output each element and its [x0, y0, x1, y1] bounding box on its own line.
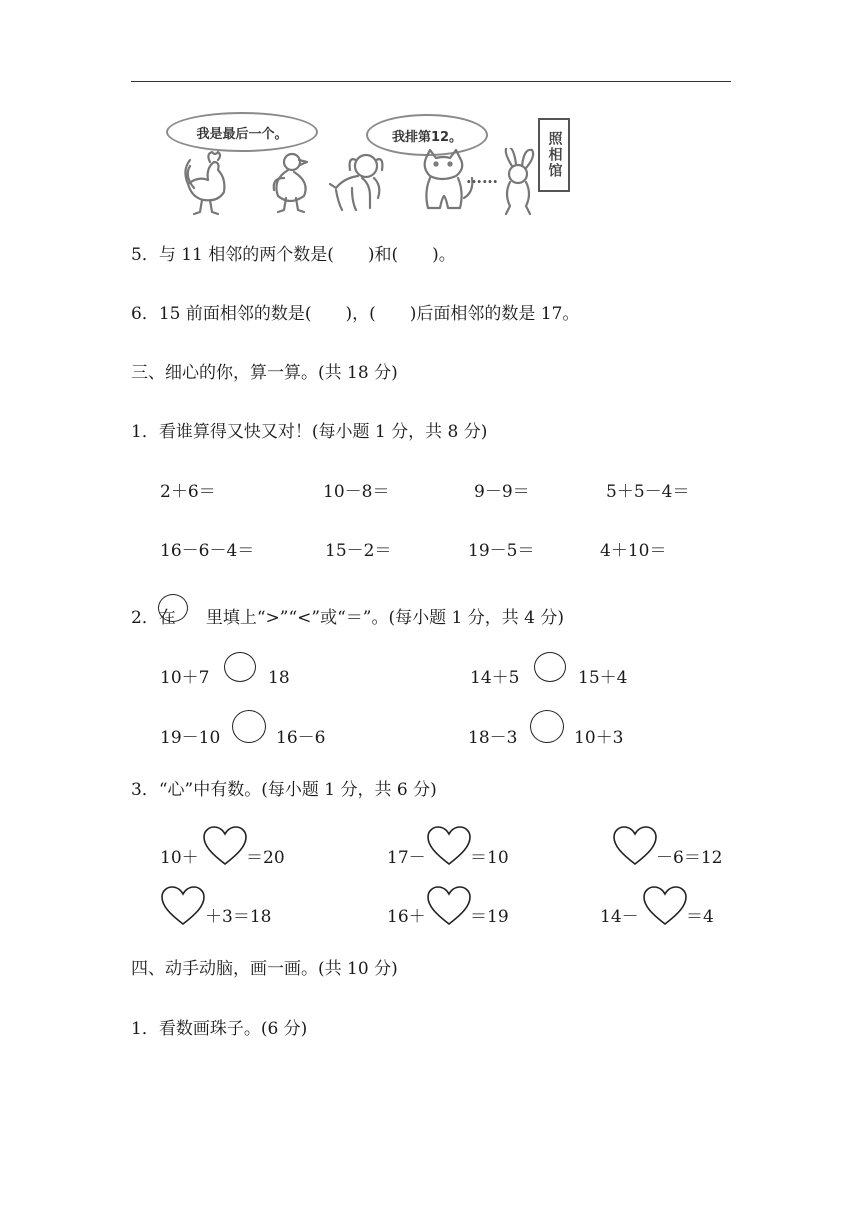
- compare-right: 18: [268, 668, 290, 688]
- section-4-heading: 四、动手动脑，画一画。(共 10 分): [131, 959, 398, 979]
- calc-item: 9－9＝: [474, 482, 530, 502]
- bubble-left-text: 我是最后一个。: [196, 126, 288, 142]
- heart-icon[interactable]: [426, 826, 472, 866]
- heart-eq-before: 10＋: [160, 848, 199, 868]
- heart-icon[interactable]: [202, 826, 248, 866]
- heart-icon[interactable]: [426, 886, 472, 926]
- calc-item: 19－5＝: [468, 541, 535, 561]
- compare-left: 14＋5: [470, 668, 520, 688]
- compare-circle-blank[interactable]: [224, 652, 256, 682]
- heart-eq-after: ＝20: [246, 848, 285, 868]
- heart-icon[interactable]: [160, 886, 206, 926]
- calc-item: 15－2＝: [325, 541, 392, 561]
- compare-right: 15＋4: [578, 668, 628, 688]
- bubble-right-text: 我排第12。: [391, 129, 463, 145]
- top-rule: [131, 81, 731, 82]
- ellipsis-dots: ……: [466, 168, 498, 187]
- rooster-icon: [185, 152, 224, 214]
- compare-left: 19－10: [160, 728, 221, 748]
- section-3-heading: 三、细心的你，算一算。(共 18 分): [131, 363, 398, 383]
- calc-item: 5＋5－4＝: [606, 482, 690, 502]
- dog-icon: [330, 155, 382, 210]
- heart-eq-after: －6＝12: [656, 848, 723, 868]
- circle-icon: [158, 594, 188, 622]
- heart-icon[interactable]: [612, 826, 658, 866]
- heart-eq-after: ＝10: [470, 848, 509, 868]
- section-3-part-3-title: 3．“心”中有数。(每小题 1 分，共 6 分): [131, 780, 437, 800]
- heart-eq-before: 14－: [600, 907, 639, 927]
- part-2-title-before: 2．在: [131, 608, 176, 628]
- question-5: 5．与 11 相邻的两个数是( )和( )。: [131, 245, 456, 265]
- section-3-part-2-title: [131, 607, 564, 629]
- calc-item: 2＋6＝: [160, 482, 216, 502]
- speech-bubble-left: [166, 112, 318, 152]
- heart-eq-after: ＝19: [470, 907, 509, 927]
- compare-right: 10＋3: [574, 728, 624, 748]
- animals-queue-drawing: [180, 148, 560, 216]
- heart-eq-after: ＝4: [686, 907, 714, 927]
- question-6: 6．15 前面相邻的数是( )，( )后面相邻的数是 17。: [131, 304, 580, 324]
- section-3-part-1-title: 1．看谁算得又快又对！(每小题 1 分，共 8 分): [131, 422, 488, 442]
- calc-item: 16－6－4＝: [160, 541, 255, 561]
- rabbit-icon: [506, 148, 533, 214]
- heart-eq-before: 16＋: [387, 907, 426, 927]
- compare-right: 16－6: [276, 728, 326, 748]
- compare-circle-blank[interactable]: [232, 710, 266, 743]
- calc-item: 4＋10＝: [600, 541, 667, 561]
- compare-circle-blank[interactable]: [530, 710, 564, 743]
- calc-item: 10－8＝: [323, 482, 390, 502]
- heart-eq-before: 17－: [387, 848, 426, 868]
- compare-left: 18－3: [468, 728, 518, 748]
- section-4-part-1-title: 1．看数画珠子。(6 分): [131, 1019, 308, 1039]
- part-2-title-after: 里填上“>”“<”或“＝”。(每小题 1 分，共 4 分): [205, 608, 564, 628]
- photo-studio-sign: 照相馆: [538, 118, 570, 192]
- heart-eq-after: ＋3＝18: [205, 907, 272, 927]
- compare-left: 10＋7: [160, 668, 210, 688]
- heart-icon[interactable]: [642, 886, 688, 926]
- compare-circle-blank[interactable]: [534, 652, 566, 682]
- duck-icon: [274, 154, 307, 212]
